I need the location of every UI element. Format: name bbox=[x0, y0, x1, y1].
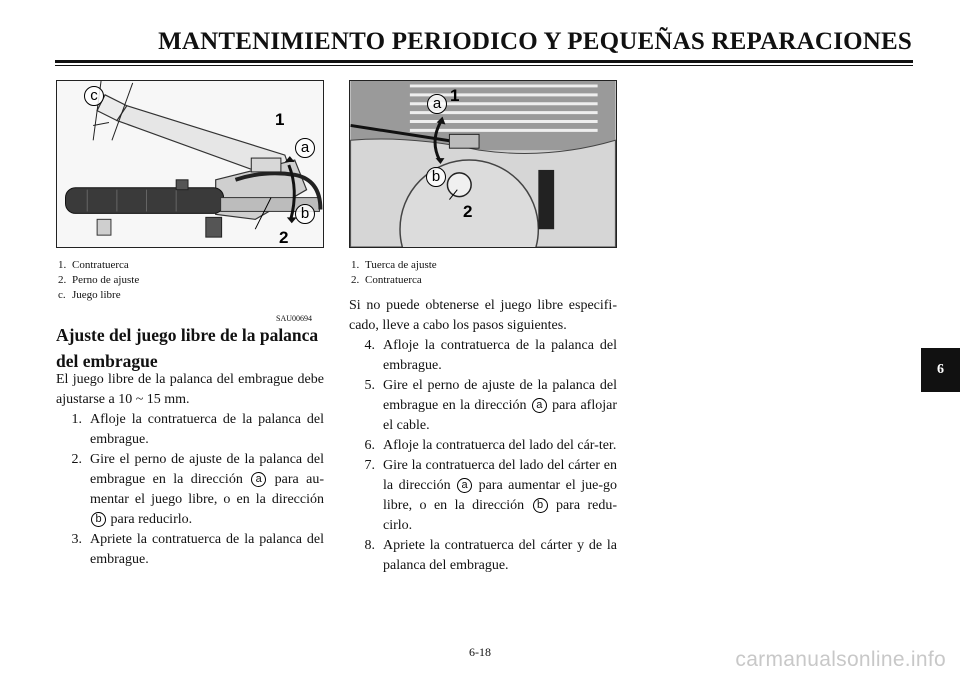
left-steps-list bbox=[56, 410, 324, 570]
callout-a: a bbox=[427, 94, 447, 114]
caption-item bbox=[58, 288, 139, 303]
callout-a: a bbox=[295, 138, 315, 158]
intro-paragraph: El juego libre de la palanca del embrague debe ajustarse a 10 ~ 15 mm. bbox=[56, 372, 324, 407]
step-text-fragment: Afloje la contratuerca del lado del cár-ter. bbox=[383, 438, 617, 453]
step-text-fragment: Apriete la contratuerca de la palanca del embrague. bbox=[90, 532, 324, 567]
step-text bbox=[383, 456, 617, 536]
caption-item bbox=[351, 258, 437, 273]
right-steps-list bbox=[349, 336, 617, 576]
step-item bbox=[349, 376, 617, 436]
step-number: 4. bbox=[364, 338, 375, 353]
step-number: 5. bbox=[364, 378, 375, 393]
header-rule-thin bbox=[55, 65, 913, 66]
step-item bbox=[349, 336, 617, 376]
direction-a-symbol: a bbox=[251, 472, 266, 487]
step-text-fragment: para aflojar el cable. bbox=[383, 398, 617, 433]
step-text-fragment: para reducirlo. bbox=[107, 512, 193, 527]
step-text-fragment: para redu-cirlo. bbox=[383, 498, 617, 533]
step-text bbox=[383, 336, 617, 376]
step-text-fragment: Afloje la contratuerca de la palanca del embrague. bbox=[383, 338, 617, 373]
step-item bbox=[349, 456, 617, 536]
caption-number: 1. bbox=[58, 259, 67, 271]
figure-left-caption bbox=[58, 258, 139, 303]
section-title: Ajuste del juego libre de la palanca del embrague bbox=[56, 325, 319, 371]
step-item bbox=[56, 450, 324, 530]
step-number: 8. bbox=[364, 538, 375, 553]
clutch-lever-figure bbox=[56, 80, 324, 248]
step-number: 2. bbox=[71, 452, 82, 467]
step-item bbox=[56, 410, 324, 450]
direction-a-symbol: a bbox=[532, 398, 547, 413]
step-item bbox=[349, 436, 617, 456]
direction-b-symbol: b bbox=[91, 512, 106, 527]
step-text-fragment: Gire la contratuerca del lado del cárter en la dirección bbox=[383, 458, 617, 493]
caption-text: Perno de ajuste bbox=[72, 274, 140, 286]
step-number: 7. bbox=[364, 458, 375, 473]
caption-text: Juego libre bbox=[72, 289, 121, 301]
section-code: SAU00694 bbox=[276, 314, 313, 323]
callout-b: b bbox=[295, 204, 315, 224]
caption-number: 2. bbox=[351, 274, 360, 286]
callout-b: b bbox=[426, 167, 446, 187]
left-text-column bbox=[56, 370, 324, 570]
step-text bbox=[90, 530, 324, 570]
step-number: 1. bbox=[71, 412, 82, 427]
caption-number: 1. bbox=[351, 259, 360, 271]
step-text bbox=[90, 450, 324, 530]
clutch-lever-illustration bbox=[57, 81, 323, 247]
right-text-column bbox=[349, 296, 617, 576]
callout-1: 1 bbox=[275, 110, 285, 129]
callout-2: 2 bbox=[463, 202, 473, 221]
step-text-fragment: Apriete la contratuerca del cárter y de la palanca del embrague. bbox=[383, 538, 617, 573]
figure-right-caption bbox=[351, 258, 437, 288]
caption-number: 2. bbox=[58, 274, 67, 286]
right-intro-paragraph: Si no puede obtenerse el juego libre especifi-cado, lleve a cabo los pasos siguientes. bbox=[349, 298, 617, 333]
page-number: 6-18 bbox=[469, 645, 491, 659]
caption-item bbox=[58, 258, 139, 273]
header-rule bbox=[55, 60, 913, 63]
caption-item bbox=[351, 273, 437, 288]
watermark: carmanualsonline.info bbox=[735, 648, 946, 671]
callout-c: c bbox=[84, 86, 104, 106]
caption-number: c. bbox=[58, 289, 66, 301]
callout-1: 1 bbox=[450, 86, 460, 105]
crankcase-illustration bbox=[350, 81, 616, 247]
step-text bbox=[383, 536, 617, 576]
step-item bbox=[349, 536, 617, 576]
step-text-fragment: para aumentar el jue-go libre, o en la dirección bbox=[383, 478, 617, 513]
step-text-fragment: Gire el perno de ajuste de la palanca del embrague en la dirección bbox=[90, 452, 324, 487]
step-text bbox=[383, 376, 617, 436]
caption-text: Contratuerca bbox=[365, 274, 422, 286]
chapter-tab: 6 bbox=[921, 348, 960, 392]
step-text bbox=[90, 410, 324, 450]
caption-item bbox=[58, 273, 139, 288]
step-text-fragment: Gire el perno de ajuste de la palanca del embrague en la dirección bbox=[383, 378, 617, 413]
step-item bbox=[56, 530, 324, 570]
step-text bbox=[383, 436, 617, 456]
callout-2: 2 bbox=[279, 228, 289, 247]
crankcase-adjuster-figure bbox=[349, 80, 617, 248]
step-text-fragment: para au-mentar el juego libre, o en la dirección bbox=[90, 472, 324, 507]
caption-text: Contratuerca bbox=[72, 259, 129, 271]
step-number: 6. bbox=[364, 438, 375, 453]
page-header-title: MANTENIMIENTO PERIODICO Y PEQUEÑAS REPARACIONES bbox=[158, 28, 912, 55]
step-number: 3. bbox=[71, 532, 82, 547]
direction-a-symbol: a bbox=[457, 478, 472, 493]
caption-text: Tuerca de ajuste bbox=[365, 259, 437, 271]
step-text-fragment: Afloje la contratuerca de la palanca del embrague. bbox=[90, 412, 324, 447]
direction-b-symbol: b bbox=[533, 498, 548, 513]
